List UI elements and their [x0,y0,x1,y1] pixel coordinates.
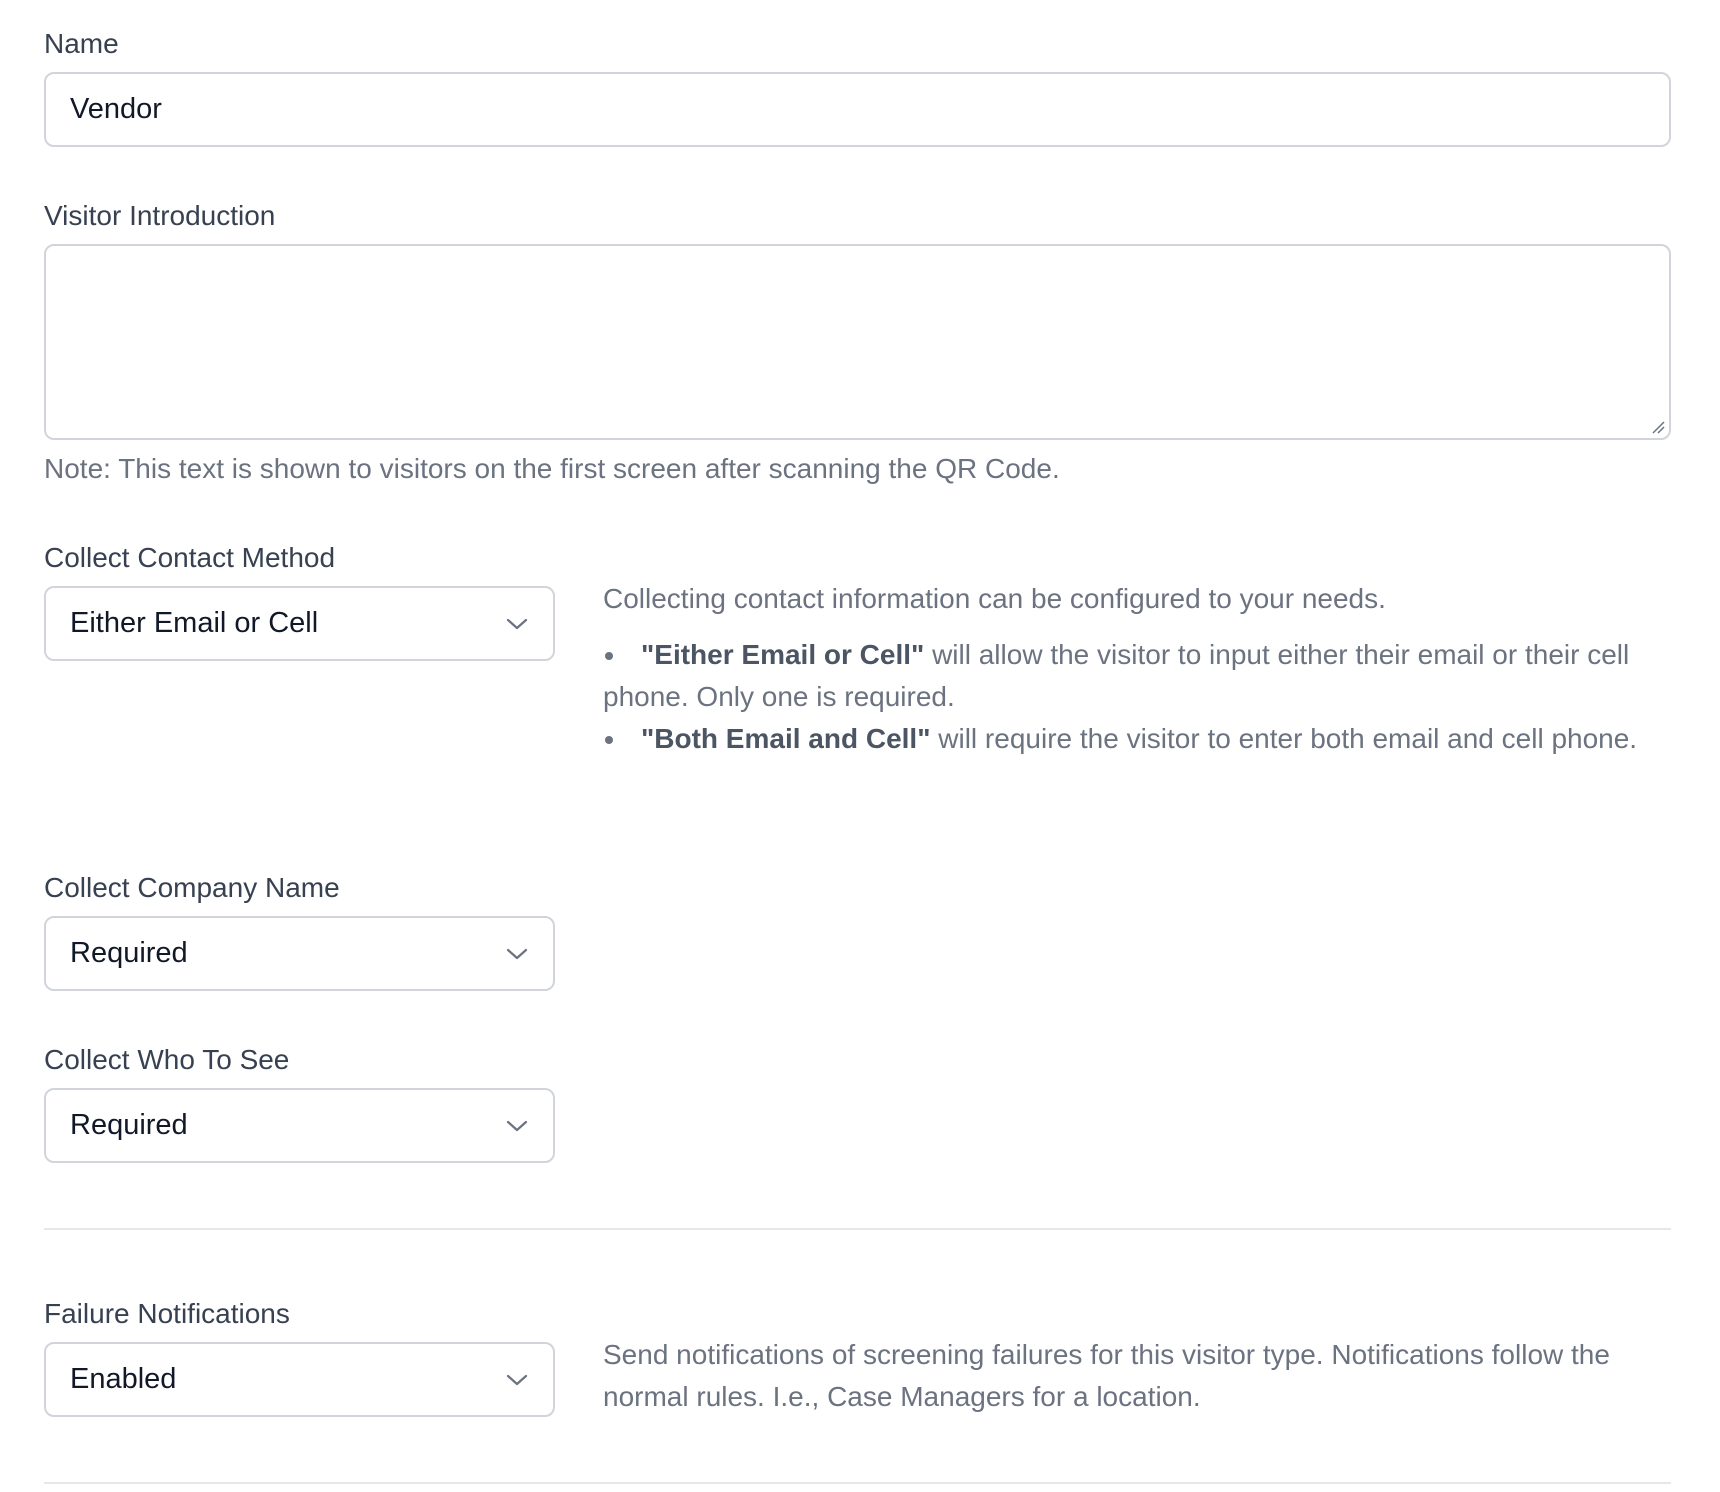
contact-method-help-intro: Collecting contact information can be configured to your needs. [603,583,1386,614]
name-label: Name [44,28,119,59]
failure-notifications-selected: Enabled [70,1363,177,1395]
chevron-down-icon [505,612,529,636]
contact-method-help [603,578,1683,760]
who-to-see-label: Collect Who To See [44,1044,290,1075]
bullet-icon [605,652,613,660]
contact-method-select[interactable] [44,586,555,661]
resize-handle-icon[interactable] [1651,420,1665,434]
failure-notifications-label: Failure Notifications [44,1298,290,1329]
who-to-see-select[interactable] [44,1088,555,1163]
contact-method-label: Collect Contact Method [44,542,336,573]
section-divider [44,1228,1671,1230]
chevron-down-icon [505,942,529,966]
company-name-label: Collect Company Name [44,872,340,903]
failure-notifications-select[interactable] [44,1342,555,1417]
help-option-name: "Both Email and Cell" [641,723,931,754]
name-input[interactable] [44,72,1671,147]
company-name-select[interactable] [44,916,555,991]
visitor-introduction-note: Note: This text is shown to visitors on the first screen after scanning the QR Code. [44,453,1060,484]
name-input-value: Vendor [70,93,162,125]
chevron-down-icon [505,1368,529,1392]
failure-notifications-help: Send notifications of screening failures for this visitor type. Notifications follow the normal rules. I.e., Case Managers for a location. [603,1339,1610,1412]
who-to-see-selected: Required [70,1109,188,1141]
help-option-text: will require the visitor to enter both email and cell phone. [930,723,1638,754]
help-option-text: will allow the visitor to input either their email or their cell phone. Only one is required. [603,639,1630,712]
visitor-introduction-label: Visitor Introduction [44,200,276,231]
help-option-name: "Either Email or Cell" [641,639,925,670]
contact-method-help-list [603,634,1683,760]
section-divider [44,1482,1671,1484]
list-item [603,718,1683,760]
chevron-down-icon [505,1114,529,1138]
list-item [603,634,1683,718]
visitor-introduction-textarea[interactable] [44,244,1671,440]
contact-method-selected: Either Email or Cell [70,607,319,639]
bullet-icon [605,736,613,744]
company-name-selected: Required [70,937,188,969]
